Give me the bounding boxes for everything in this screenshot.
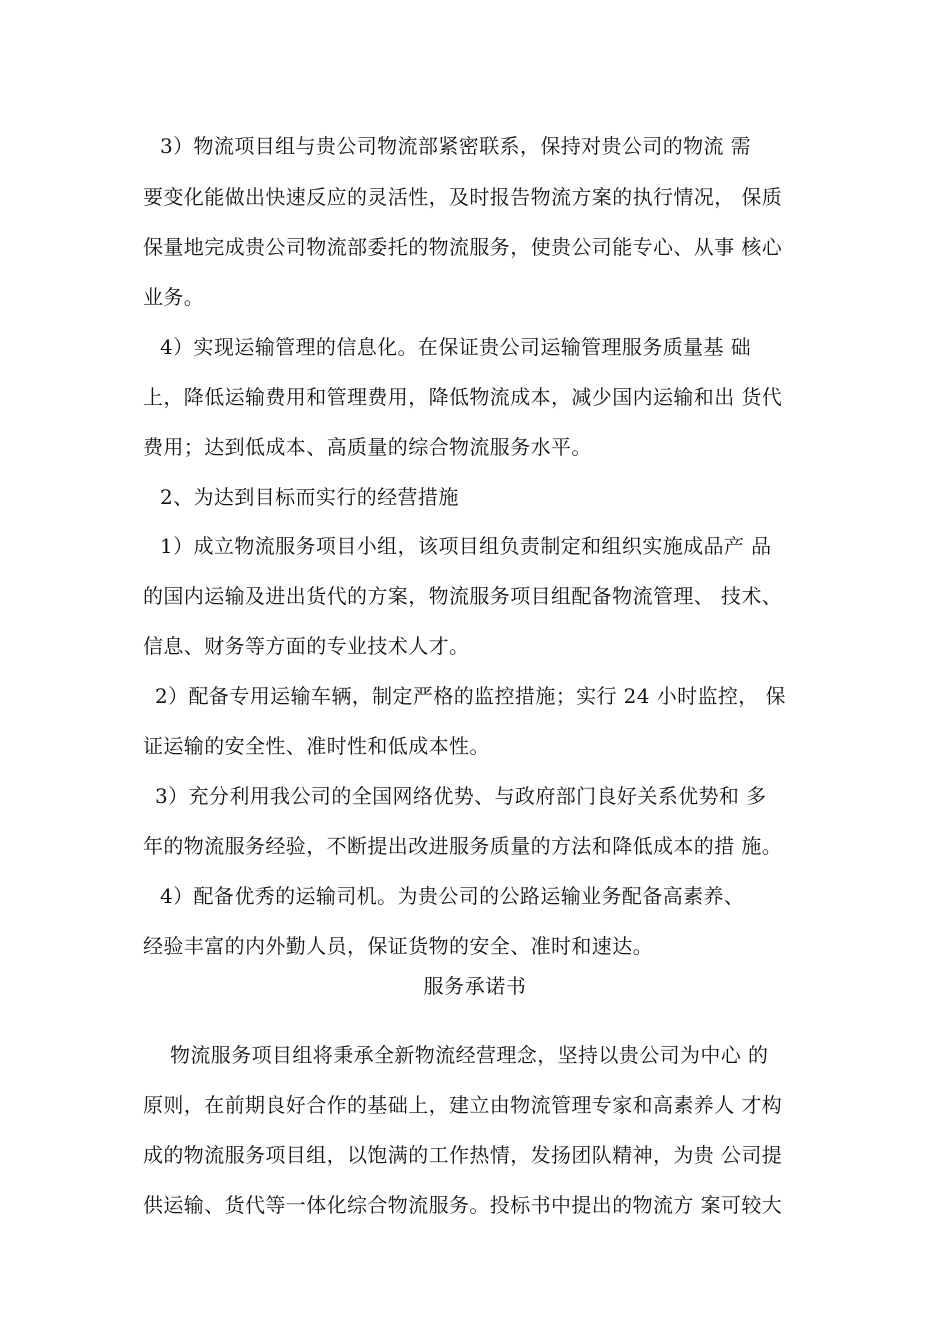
paragraph-line: 信息、财务等方面的专业技术人才。 — [143, 634, 470, 658]
paragraph-line: 的国内运输及进出货代的方案，物流服务项目组配备物流管理、 技术、 — [143, 584, 783, 608]
paragraph-line: 成的物流服务项目组，以饱满的工作热情，发扬团队精神，为贵 公司提 — [143, 1143, 783, 1167]
section-heading: 2、为达到目标而实行的经营措施 — [160, 485, 459, 509]
paragraph-line: 1）成立物流服务项目小组，该项目组负责制定和组织实施成品产 品 — [160, 534, 772, 558]
paragraph-line: 要变化能做出快速反应的灵活性，及时报告物流方案的执行情况， 保质 — [143, 185, 783, 209]
section-title: 服务承诺书 — [423, 974, 527, 998]
paragraph-line: 上，降低运输费用和管理费用，降低物流成本，减少国内运输和出 货代 — [143, 385, 783, 409]
paragraph-line: 保量地完成贵公司物流部委托的物流服务，使贵公司能专心、从事 核心 — [143, 235, 783, 259]
paragraph-line: 证运输的安全性、准时性和低成本性。 — [143, 734, 490, 758]
paragraph-line: 物流服务项目组将秉承全新物流经营理念，坚持以贵公司为中心 的 — [170, 1043, 769, 1067]
paragraph-line: 4）配备优秀的运输司机。为贵公司的公路运输业务配备高素养、 — [160, 884, 745, 908]
paragraph-line: 供运输、货代等一体化综合物流服务。投标书中提出的物流方 案可较大 — [143, 1193, 783, 1217]
paragraph-line: 4）实现运输管理的信息化。在保证贵公司运输管理服务质量基 础 — [160, 335, 752, 359]
paragraph-line: 原则，在前期良好合作的基础上，建立由物流管理专家和高素养人 才构 — [143, 1093, 783, 1117]
paragraph-line: 业务。 — [143, 285, 205, 309]
paragraph-line: 费用；达到低成本、高质量的综合物流服务水平。 — [143, 435, 592, 459]
paragraph-line: 2）配备专用运输车辆，制定严格的监控措施；实行 24 小时监控， 保 — [155, 684, 786, 708]
paragraph-line: 经验丰富的内外勤人员，保证货物的安全、准时和速达。 — [143, 934, 653, 958]
paragraph-line: 3）充分利用我公司的全国网络优势、与政府部门良好关系优势和 多 — [155, 784, 767, 808]
paragraph-line: 3）物流项目组与贵公司物流部紧密联系，保持对贵公司的物流 需 — [160, 134, 752, 158]
paragraph-line: 年的物流服务经验，不断提出改进服务质量的方法和降低成本的措 施。 — [143, 834, 783, 858]
